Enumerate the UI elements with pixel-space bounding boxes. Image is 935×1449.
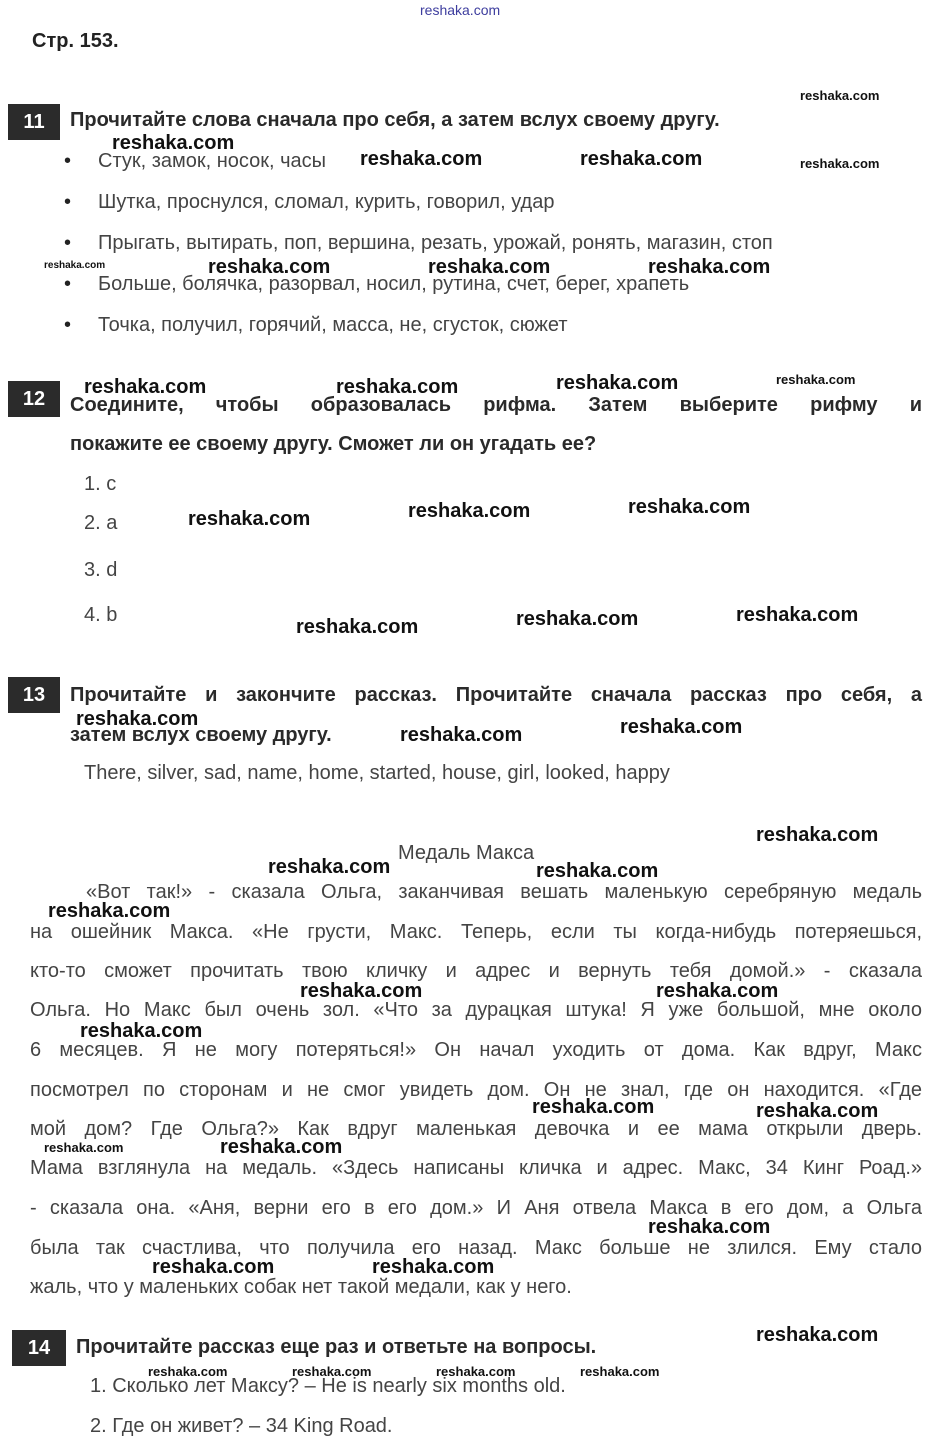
watermark: reshaka.com — [628, 496, 751, 518]
watermark: reshaka.com — [84, 376, 207, 398]
story-line: посмотрел по сторонам и не смог увидеть дом. Он не знал, где он находится. «Где — [30, 1079, 922, 1101]
watermark: reshaka.com — [220, 1136, 343, 1158]
task-11-item: • Точка, получил, горячий, масса, не, сгусток, сюжет — [98, 314, 567, 337]
task-11-item: • Стук, замок, носок, часы — [98, 150, 326, 173]
task-11-title: Прочитайте слова сначала про себя, а затем вслух своему другу. — [70, 109, 720, 131]
watermark: reshaka.com — [408, 500, 531, 522]
task-12-badge: 12 — [8, 381, 60, 417]
task-14-answer: 2. Где он живет? – 34 King Road. — [90, 1415, 393, 1437]
watermark: reshaka.com — [188, 508, 311, 530]
task-14-title: Прочитайте рассказ еще раз и ответьте на вопросы. — [76, 1336, 597, 1358]
watermark: reshaka.com — [736, 604, 859, 626]
task-14-badge: 14 — [12, 1330, 66, 1366]
watermark-small: reshaka.com — [44, 260, 106, 271]
watermark-small: reshaka.com — [776, 372, 856, 387]
watermark: reshaka.com — [268, 856, 391, 878]
watermark: reshaka.com — [296, 616, 419, 638]
task-12-answer: 3. d — [84, 559, 118, 581]
task-11-item: • Шутка, проснулся, сломал, курить, говорил, удар — [98, 191, 554, 214]
task-14-answer: 1. Сколько лет Максу? – He is nearly six months old. — [90, 1375, 566, 1397]
task-11-item: • Больше, болячка, разорвал, носил, рутина, счет, берег, храпеть — [98, 273, 689, 296]
story-line: Ольга. Но Макс был очень зол. «Что за дурацкая штука! Я уже большой, мне около — [30, 999, 922, 1021]
task-12-title-line2: покажите ее своему другу. Сможет ли он угадать ее? — [70, 433, 597, 455]
watermark: reshaka.com — [80, 1020, 203, 1042]
watermark: reshaka.com — [400, 724, 523, 746]
story-line: жаль, что у маленьких собак нет такой медали, как у него. — [30, 1276, 572, 1298]
task-13-title-line2: затем вслух своему другу. — [70, 724, 332, 746]
story-line: кто-то сможет прочитать твою кличку и адрес и вернуть тебя домой.» - сказала — [30, 960, 922, 982]
watermark: reshaka.com — [580, 148, 703, 170]
task-12-answer: 1. c — [84, 473, 117, 495]
site-watermark-top: reshaka.com — [420, 2, 501, 18]
page-number: Стр. 153. — [32, 30, 119, 52]
watermark: reshaka.com — [648, 256, 771, 278]
watermark: reshaka.com — [372, 1256, 495, 1278]
task-12-answer: 2. a — [84, 512, 118, 534]
watermark: reshaka.com — [656, 980, 779, 1002]
watermark: reshaka.com — [360, 148, 483, 170]
watermark: reshaka.com — [48, 900, 171, 922]
watermark: reshaka.com — [428, 256, 551, 278]
task-13-word-list: There, silver, sad, name, home, started, house, girl, looked, happy — [84, 762, 670, 784]
watermark-small: reshaka.com — [580, 1364, 660, 1379]
task-12-title-line1: Соедините, чтобы образовалась рифма. Затем выберите рифму и — [70, 394, 922, 416]
watermark: reshaka.com — [208, 256, 331, 278]
watermark: reshaka.com — [648, 1216, 771, 1238]
watermark-small: reshaka.com — [148, 1364, 228, 1379]
watermark: reshaka.com — [112, 132, 235, 154]
watermark: reshaka.com — [756, 1324, 879, 1346]
watermark: reshaka.com — [516, 608, 639, 630]
watermark: reshaka.com — [152, 1256, 275, 1278]
watermark: reshaka.com — [756, 824, 879, 846]
watermark: reshaka.com — [300, 980, 423, 1002]
watermark-small: reshaka.com — [800, 156, 880, 171]
story-line: «Вот так!» - сказала Ольга, заканчивая вешать маленькую серебряную медаль — [86, 881, 922, 903]
watermark: reshaka.com — [532, 1096, 655, 1118]
story-line: мой дом? Где Ольга?» Как вдруг маленькая девочка и ее мама открыли дверь. — [30, 1118, 922, 1140]
story-title: Медаль Макса — [398, 842, 535, 864]
story-line: была так счастлива, что получила его назад. Макс больше не злился. Ему стало — [30, 1237, 922, 1259]
watermark: reshaka.com — [536, 860, 659, 882]
story-line: на ошейник Макса. «Не грусти, Макс. Теперь, если ты когда-нибудь потеряешься, — [30, 921, 922, 943]
task-13-title-line1: Прочитайте и закончите рассказ. Прочитайте сначала рассказ про себя, а — [70, 684, 922, 706]
task-11-badge: 11 — [8, 104, 60, 140]
watermark: reshaka.com — [76, 708, 199, 730]
watermark: reshaka.com — [556, 372, 679, 394]
watermark: reshaka.com — [620, 716, 743, 738]
task-11-item: • Прыгать, вытирать, поп, вершина, резать, урожай, ронять, магазин, стоп — [98, 232, 773, 255]
watermark: reshaka.com — [336, 376, 459, 398]
watermark-small: reshaka.com — [800, 88, 880, 103]
watermark: reshaka.com — [756, 1100, 879, 1122]
watermark-small: reshaka.com — [292, 1364, 372, 1379]
story-line: - сказала она. «Аня, верни его в его дом.» И Аня отвела Макса в его дом, а Ольга — [30, 1197, 922, 1219]
watermark-small: reshaka.com — [436, 1364, 516, 1379]
watermark-small: reshaka.com — [44, 1140, 124, 1155]
task-13-badge: 13 — [8, 677, 60, 713]
task-12-answer: 4. b — [84, 604, 118, 626]
story-line: 6 месяцев. Я не могу потеряться!» Он начал уходить от дома. Как вдруг, Макс — [30, 1039, 922, 1061]
story-line: Мама взглянула на медаль. «Здесь написаны кличка и адрес. Макс, 34 Кинг Роад.» — [30, 1157, 922, 1179]
